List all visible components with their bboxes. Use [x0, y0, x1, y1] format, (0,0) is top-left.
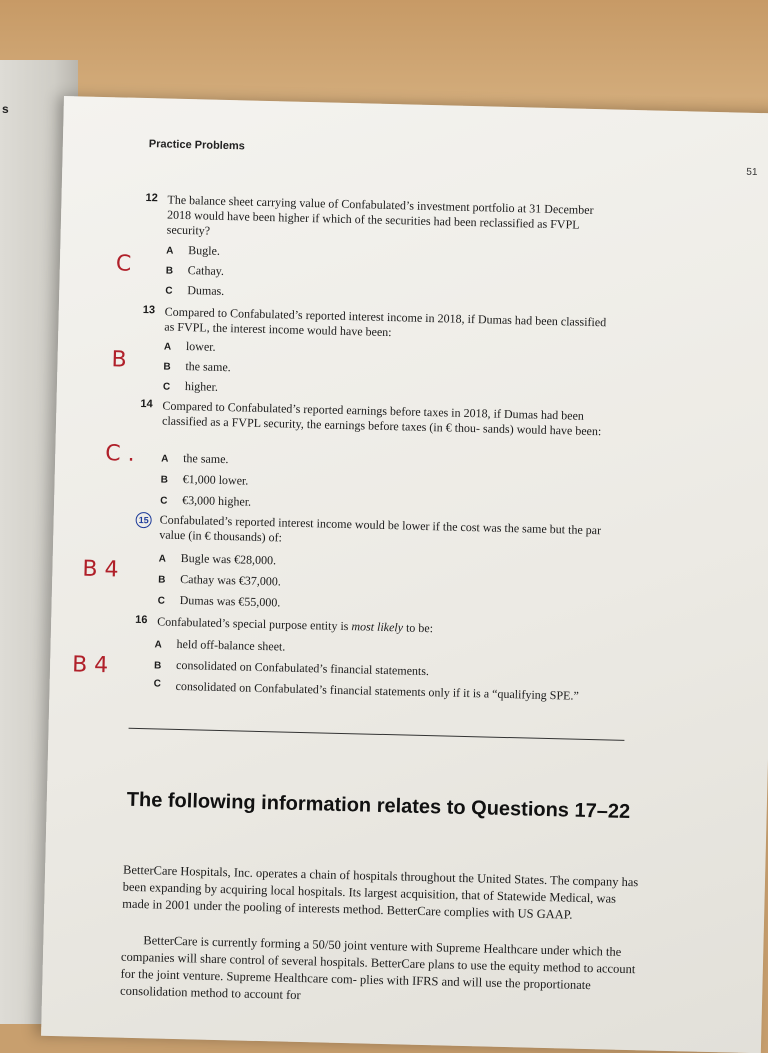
- question-13: 13 Compared to Confabulated’s reported interest income in 2018, if Dumas had been classified as FVPL, the interest income would have been:: [142, 303, 607, 340]
- question-16: 16 Confabulated’s special purpose entity is most likely to be:: [135, 613, 434, 636]
- question-12: [145, 192, 616, 248]
- option-b: B Cathay was €37,000.: [158, 571, 282, 589]
- option-a: A lower.: [163, 339, 216, 354]
- option-b: B Cathay.: [165, 263, 225, 278]
- option-b: B €1,000 lower.: [160, 472, 249, 488]
- circled-question-number: 15: [135, 512, 151, 528]
- option-a: A Bugle.: [166, 243, 221, 258]
- page-header: Practice Problems: [148, 138, 245, 153]
- question-stem: The balance sheet carrying value of Confabulated’s investment portfolio at 31 December 2018 would have been higher if which of the securities had been reclassified as FVPL security?: [166, 192, 594, 238]
- section-divider: [129, 728, 625, 741]
- option-a: A held off-balance sheet.: [154, 636, 286, 654]
- option-c: C consolidated on Confabulated’s financial statements only if it is a “qualifying SPE.”: [153, 678, 579, 703]
- section-title: The following information relates to Questions 17–22: [126, 788, 631, 824]
- option-c: C higher.: [162, 379, 219, 394]
- question-14: 14 Compared to Confabulated’s reported earnings before taxes in 2018, if Dumas had been classified as a FVPL security, the earnings before taxes (in € thou- sands) would have been:: [140, 397, 602, 439]
- handwritten-answer-16: B 4: [71, 652, 109, 679]
- paragraph-1: BetterCare Hospitals, Inc. operates a chain of hospitals throughout the United States. The company has been expanding by acquiring local hospitals. Its largest acquisition, that of Statewide Medical, was made in 2001 under the pooling of interests method. BetterCare complies with US GAAP.: [122, 862, 639, 922]
- option-c: C Dumas.: [165, 283, 225, 298]
- paragraph-2: BetterCare is currently forming a 50/50 joint venture with Supreme Healthcare under which the companies will share control of several hospitals. BetterCare plans to use the equity method to account for the joint venture. Supreme Healthcare com- plies with IFRS and will use the proportionate consolidation method to account for: [119, 933, 636, 1003]
- option-c: C Dumas was €55,000.: [157, 592, 281, 610]
- option-b: B consolidated on Confabulated’s financial statements.: [153, 657, 430, 679]
- option-a: A Bugle was €28,000.: [158, 550, 277, 568]
- handwritten-answer-12: C: [115, 251, 132, 277]
- question-number: 12: [145, 192, 158, 205]
- handwritten-answer-15: B 4: [82, 556, 119, 583]
- option-c: C €3,000 higher.: [160, 493, 252, 509]
- handwritten-answer-14: C .: [104, 441, 135, 467]
- option-b: B the same.: [163, 359, 231, 375]
- book-page: [41, 96, 768, 1053]
- page-number: 51: [746, 166, 758, 178]
- option-a: A the same.: [161, 451, 229, 467]
- handwritten-answer-13: B: [111, 347, 127, 373]
- question-15: 15 Confabulated’s reported interest income would be lower if the cost was the same but the par value (in € thousands) of:: [137, 512, 608, 553]
- left-page-text: s: [2, 102, 9, 116]
